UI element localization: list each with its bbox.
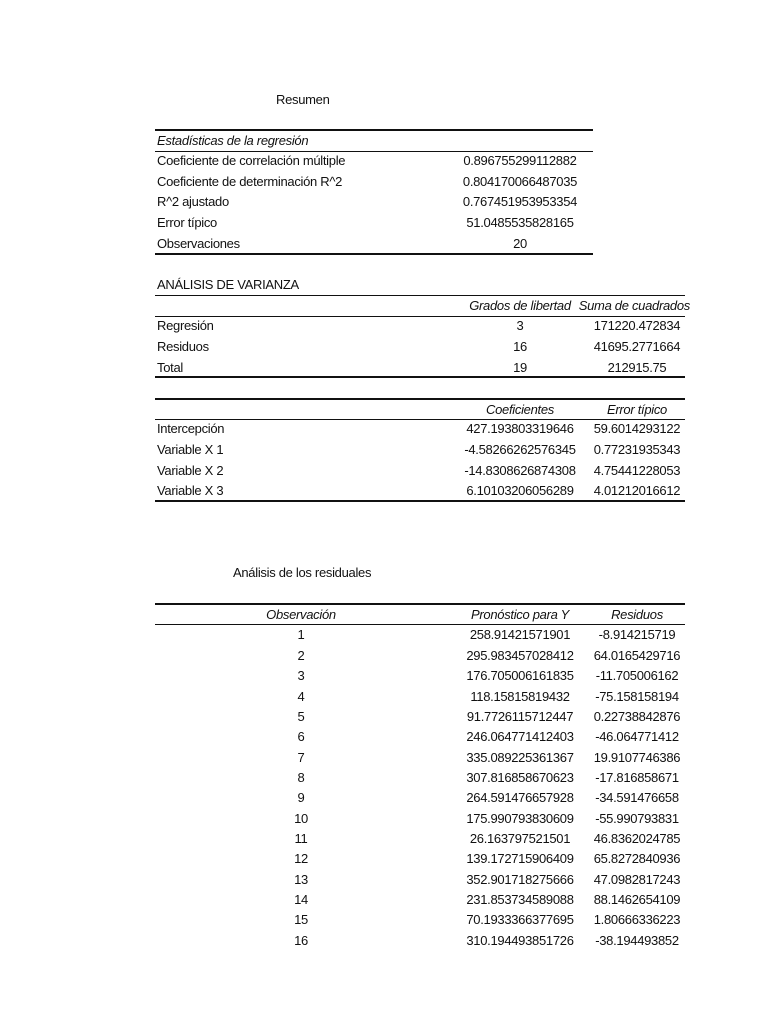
residual-obs: 9 — [297, 790, 305, 805]
residual-pred: 176.705006161835 — [466, 668, 574, 683]
residual-obs: 16 — [294, 933, 308, 948]
divider — [155, 419, 685, 420]
residual-obs: 1 — [297, 627, 305, 642]
coef-row-se: 59.6014293122 — [593, 421, 681, 436]
anova-row-label: Regresión — [157, 318, 214, 333]
residual-pred: 295.983457028412 — [466, 648, 574, 663]
residual-res: -46.064771412 — [595, 729, 679, 744]
residual-obs: 12 — [294, 851, 308, 866]
residual-obs: 13 — [294, 872, 308, 887]
anova-title: ANÁLISIS DE VARIANZA — [157, 277, 299, 292]
divider — [155, 500, 685, 502]
se-header: Error típico — [607, 402, 667, 417]
residual-pred: 258.91421571901 — [469, 627, 571, 642]
resumen-title: Resumen — [276, 92, 330, 107]
regstat-label: Observaciones — [157, 236, 240, 251]
coef-row-value: -14.8308626874308 — [464, 463, 576, 478]
coef-row-label: Variable X 1 — [157, 442, 224, 457]
residual-res: -75.158158194 — [595, 689, 679, 704]
divider — [155, 376, 685, 378]
divider — [155, 603, 685, 605]
residual-pred: 310.194493851726 — [466, 933, 574, 948]
residual-res: 1.80666336223 — [593, 912, 681, 927]
coef-row-se: 4.01212016612 — [593, 483, 681, 498]
residual-pred: 91.7726115712447 — [466, 709, 574, 724]
anova-row-df: 16 — [513, 339, 527, 354]
residual-obs: 6 — [297, 729, 305, 744]
residuals-title: Análisis de los residuales — [233, 565, 372, 580]
residual-pred: 139.172715906409 — [466, 851, 574, 866]
residual-res: -11.705006162 — [595, 668, 679, 683]
residual-res: -55.990793831 — [595, 811, 679, 826]
residual-obs: 15 — [294, 912, 308, 927]
anova-row-df: 3 — [516, 318, 524, 333]
coef-row-label: Intercepción — [157, 421, 225, 436]
coef-header: Coeficientes — [486, 402, 554, 417]
regstat-value: 51.0485535828165 — [466, 215, 574, 230]
anova-row-ss: 212915.75 — [607, 360, 667, 375]
residual-obs: 3 — [297, 668, 305, 683]
residual-res: 65.8272840936 — [593, 851, 681, 866]
coef-row-value: -4.58266262576345 — [464, 442, 576, 457]
residual-obs: 2 — [297, 648, 305, 663]
residual-obs: 11 — [294, 831, 308, 846]
residual-res: 64.0165429716 — [593, 648, 681, 663]
regstat-value: 0.896755299112882 — [463, 153, 577, 168]
divider — [155, 398, 685, 400]
residual-pred: 175.990793830609 — [466, 811, 574, 826]
regression-stats-header: Estadísticas de la regresión — [157, 133, 309, 148]
residual-res: -38.194493852 — [595, 933, 679, 948]
residual-res: -34.591476658 — [595, 790, 679, 805]
residual-obs: 5 — [297, 709, 305, 724]
residual-pred: 335.089225361367 — [466, 750, 574, 765]
coef-row-se: 0.77231935343 — [593, 442, 681, 457]
divider — [155, 624, 685, 625]
divider — [155, 253, 593, 255]
residual-obs: 7 — [297, 750, 305, 765]
residual-obs: 14 — [294, 892, 308, 907]
residual-obs: 10 — [294, 811, 308, 826]
divider — [155, 295, 685, 296]
residual-res: 47.0982817243 — [593, 872, 681, 887]
regstat-label: Coeficiente de determinación R^2 — [157, 174, 343, 189]
coef-row-label: Variable X 3 — [157, 483, 224, 498]
obs-header: Observación — [266, 607, 336, 622]
residual-res: 19.9107746386 — [593, 750, 681, 765]
residual-obs: 8 — [297, 770, 305, 785]
residual-res: 88.1462654109 — [593, 892, 681, 907]
residual-res: 46.8362024785 — [593, 831, 681, 846]
regstat-label: Error típico — [157, 215, 217, 230]
regstat-value: 0.767451953953354 — [462, 194, 578, 209]
residual-res: -8.914215719 — [598, 627, 676, 642]
residual-res: -17.816858671 — [595, 770, 679, 785]
anova-row-ss: 41695.2771664 — [593, 339, 681, 354]
anova-header-ss: Suma de cuadrados — [578, 298, 690, 313]
residual-pred: 264.591476657928 — [466, 790, 574, 805]
residual-pred: 118.15815819432 — [470, 689, 570, 704]
divider — [155, 151, 593, 152]
residual-pred: 352.901718275666 — [466, 872, 574, 887]
regstat-label: R^2 ajustado — [157, 194, 229, 209]
coef-row-se: 4.75441228053 — [593, 463, 681, 478]
coef-row-label: Variable X 2 — [157, 463, 224, 478]
residual-pred: 70.1933366377695 — [466, 912, 574, 927]
residual-pred: 26.163797521501 — [469, 831, 571, 846]
residual-pred: 246.064771412403 — [466, 729, 574, 744]
anova-row-ss: 171220.472834 — [593, 318, 681, 333]
residual-pred: 231.853734589088 — [466, 892, 574, 907]
res-header: Residuos — [611, 607, 663, 622]
residual-pred: 307.816858670623 — [466, 770, 574, 785]
anova-header-df: Grados de libertad — [469, 298, 571, 313]
pred-header: Pronóstico para Y — [471, 607, 569, 622]
regstat-label: Coeficiente de correlación múltiple — [157, 153, 346, 168]
coef-row-value: 427.193803319646 — [466, 421, 574, 436]
coef-row-value: 6.10103206056289 — [466, 483, 574, 498]
divider — [155, 316, 685, 317]
anova-row-label: Total — [157, 360, 183, 375]
residual-obs: 4 — [297, 689, 305, 704]
anova-row-df: 19 — [513, 360, 527, 375]
residual-res: 0.22738842876 — [593, 709, 681, 724]
regstat-value: 0.804170066487035 — [462, 174, 578, 189]
anova-row-label: Residuos — [157, 339, 209, 354]
regstat-value: 20 — [513, 236, 527, 251]
divider — [155, 129, 593, 131]
